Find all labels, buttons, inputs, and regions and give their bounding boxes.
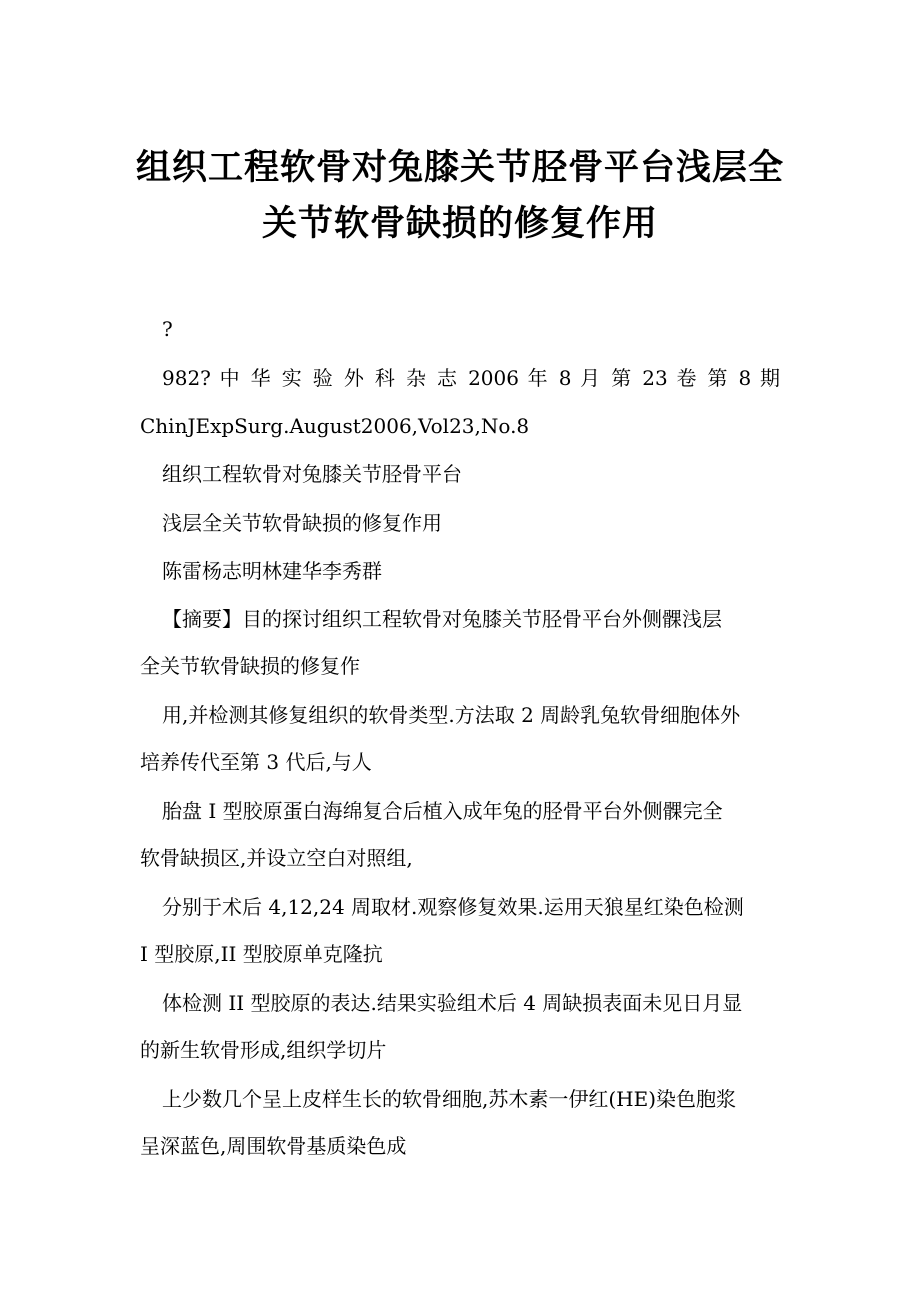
text-line-abstract-6b: 呈深蓝色,周围软骨基质染色成 [140,1134,407,1158]
text-line-abstract-2b: 培养传代至第 3 代后,与人 [140,750,372,774]
text-line-authors: 陈雷杨志明林建华李秀群 [162,559,382,583]
text-line-heading-2: 浅层全关节软骨缺损的修复作用 [162,511,442,535]
text-line-abstract-4a: 分别于术后 4,12,24 周取材.观察修复效果.运用天狼星红染色检测 [162,895,744,919]
document-title-line-2: 关节软骨缺损的修复作用 [261,204,658,244]
text-line-abstract-5a: 体检测 II 型胶原的表达.结果实验组术后 4 周缺损表面未见日月显 [162,991,743,1015]
text-line-journal-cn: 982? 中 华 实 验 外 科 杂 志 2006 年 8 月 第 23 卷 第 8 期 [162,366,780,390]
text-line-heading-1: 组织工程软骨对兔膝关节胫骨平台 [162,462,462,486]
text-line-abstract-2a: 用,并检测其修复组织的软骨类型.方法取 2 周龄乳兔软骨细胞体外 [162,703,741,727]
text-line-abstract-3a: 胎盘 I 型胶原蛋白海绵复合后植入成年兔的胫骨平台外侧髁完全 [162,799,723,823]
text-line-abstract-5b: 的新生软骨形成,组织学切片 [140,1038,387,1062]
text-line-abstract-1b: 全关节软骨缺损的修复作 [140,654,360,678]
document-title-line-1: 组织工程软骨对兔膝关节胫骨平台浅层全 [135,148,784,188]
text-line-abstract-6a: 上少数几个呈上皮样生长的软骨细胞,苏木素一伊红(HE)染色胞浆 [162,1087,737,1111]
text-line-abstract-3b: 软骨缺损区,并设立空白对照组, [140,846,413,870]
text-line-abstract-4b: I 型胶原,II 型胶原单克隆抗 [140,942,383,966]
text-line-question-mark: ? [162,317,173,341]
text-line-abstract-1a: 【摘要】目的探讨组织工程软骨对兔膝关节胫骨平台外侧髁浅层 [162,607,722,631]
text-line-journal-en: ChinJExpSurg.August2006,Vol23,No.8 [140,414,530,438]
